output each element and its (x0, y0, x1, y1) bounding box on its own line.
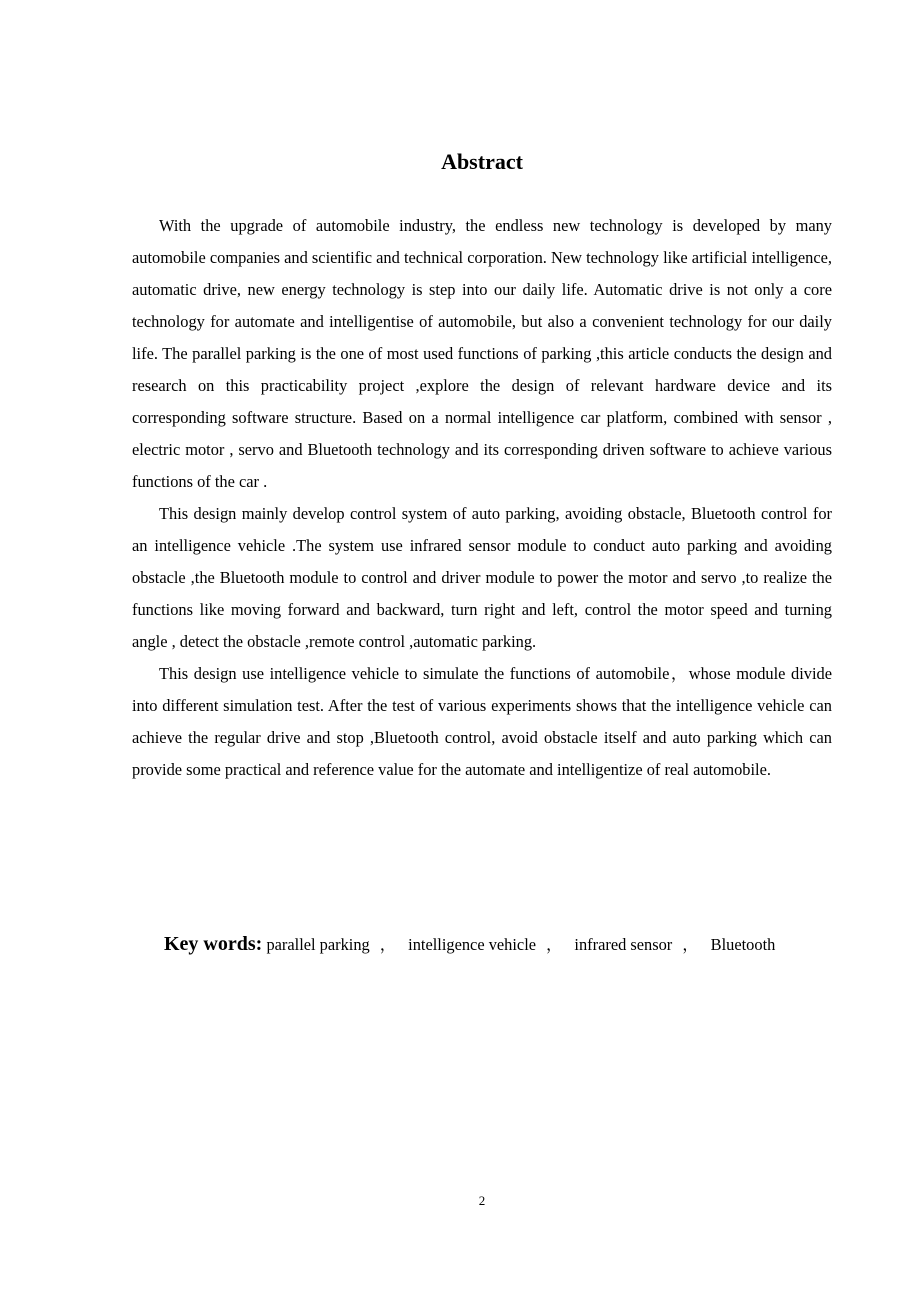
keyword-separator: ， (546, 935, 563, 954)
abstract-paragraph-3: This design use intelligence vehicle to simulate the functions of automobile，whose module divide into different simulation test. After the test of various experiments shows that the intelligence vehicle can achieve the regular drive and stop ,Bluetooth control, avoid obstacle itself and auto parking which can provide some practical and reference value for the automate and intelligentize of real automobile. (132, 664, 832, 779)
page-number: 2 (478, 1193, 486, 1208)
keywords-label: Key words: (164, 933, 263, 955)
keyword-separator: ， (379, 935, 397, 954)
keyword-item: Bluetooth (710, 935, 776, 954)
keywords-line (164, 928, 864, 961)
abstract-paragraph-2: This design mainly develop control system of auto parking, avoiding obstacle, Bluetooth control for an intelligence vehicle .The system use infrared sensor module to conduct auto parking and avoiding obstacle ,the Bluetooth module to control and driver module to power the motor and servo ,to realize the functions like moving forward and backward, turn right and left, control the motor speed and turning angle , detect the obstacle ,remote control ,automatic parking. (132, 504, 832, 651)
keyword-item: infrared sensor (574, 935, 673, 954)
abstract-title: Abstract (441, 149, 523, 174)
keyword-separator: ， (682, 935, 699, 954)
keyword-item: parallel parking (266, 935, 370, 954)
abstract-body (132, 210, 832, 786)
keyword-item: intelligence vehicle (408, 935, 537, 954)
abstract-paragraph-1: With the upgrade of automobile industry, the endless new technology is developed by many automobile companies and scientific and technical corporation. New technology like artificial intelligence, automatic drive, new energy technology is step into our daily life. Automatic drive is not only a core technology for automate and intelligentise of automobile, but also a convenient technology for our daily life. The parallel parking is the one of most used functions of parking ,this article conducts the design and research on this practicability project ,explore the design of relevant hardware device and its corresponding software structure. Based on a normal intelligence car platform, combined with sensor , electric motor , servo and Bluetooth technology and its corresponding driven software to achieve various functions of the car . (132, 216, 832, 491)
